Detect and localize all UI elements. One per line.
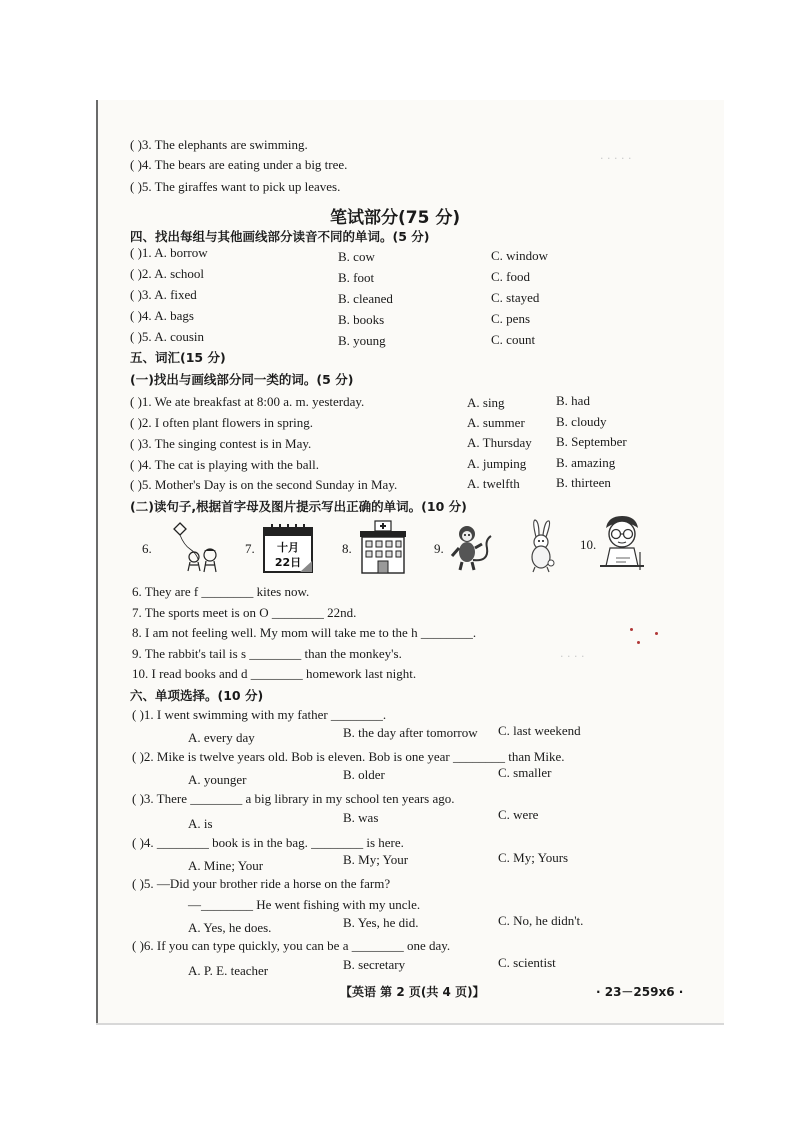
part6-header: 六、单项选择。(10 分) — [130, 688, 264, 703]
choice-option-b: B. secretary — [343, 957, 406, 972]
part5-option-a: A. Thursday — [467, 435, 532, 450]
calendar-month-label: 十月 — [277, 541, 299, 554]
part4-option-b: B. cleaned — [338, 291, 393, 306]
part4-option-c: C. count — [491, 332, 536, 347]
part4-option-b: B. young — [338, 333, 386, 348]
choice-question-reply: —________ He went fishing with my uncle. — [188, 897, 421, 912]
part5-question: ( )3. The singing contest is in May. — [130, 436, 312, 451]
picture-label: 9. — [434, 541, 444, 556]
fill-in-sentence: 8. I am not feeling well. My mom will take me to the h ________. — [132, 625, 477, 640]
part5-sub1-header: (一)找出与画线部分同一类的词。(5 分) — [130, 372, 354, 387]
rabbit-picture — [520, 519, 564, 573]
choice-option-a: A. is — [188, 816, 213, 831]
part5-option-a: A. jumping — [467, 456, 527, 471]
part5-option-a: A. summer — [467, 415, 525, 430]
picture-label: 6. — [142, 541, 152, 556]
choice-option-c: C. were — [498, 807, 539, 822]
choice-option-a: A. Yes, he does. — [188, 920, 272, 935]
choice-option-b: B. older — [343, 767, 385, 782]
part5-question: ( )2. I often plant flowers in spring. — [130, 415, 314, 430]
choice-question: ( )2. Mike is twelve years old. Bob is eleven. Bob is one year ________ than Mike. — [132, 749, 565, 764]
choice-question: ( )5. —Did your brother ride a horse on the farm? — [132, 876, 391, 891]
fill-in-sentence: 6. They are f ________ kites now. — [132, 584, 310, 599]
part4-option-c: C. window — [491, 248, 549, 263]
part5-header: 五、词汇(15 分) — [130, 350, 226, 365]
fill-in-sentence: 10. I read books and d ________ homework last night. — [132, 666, 417, 681]
part4-option-c: C. stayed — [491, 290, 540, 305]
red-mark — [637, 641, 640, 644]
part4-question: ( )5. A. cousin — [130, 329, 205, 344]
part5-option-b: B. thirteen — [556, 475, 611, 490]
part4-option-b: B. foot — [338, 270, 375, 285]
boy-doing-homework-picture — [596, 514, 648, 574]
bleed-through-text: · · · · — [560, 650, 585, 663]
part5-question: ( )4. The cat is playing with the ball. — [130, 457, 319, 472]
choice-option-c: C. scientist — [498, 955, 556, 970]
choice-question: ( )1. I went swimming with my father ________. — [132, 707, 387, 722]
picture-label: 8. — [342, 541, 352, 556]
picture-label: 7. — [245, 541, 255, 556]
part5-question: ( )5. Mother's Day is on the second Sunday in May. — [130, 477, 398, 492]
calendar-day-label: 22日 — [274, 556, 302, 569]
red-mark — [655, 632, 658, 635]
listening-item: ( )4. The bears are eating under a big tree. — [130, 157, 348, 172]
picture-label: 10. — [580, 537, 597, 552]
part4-question: ( )2. A. school — [130, 266, 205, 281]
part5-option-b: B. had — [556, 393, 590, 408]
part5-option-a: A. sing — [467, 395, 505, 410]
part4-option-c: C. pens — [491, 311, 530, 326]
calendar-picture — [262, 521, 314, 575]
part5-option-a: A. twelfth — [467, 476, 520, 491]
fill-in-sentence: 9. The rabbit's tail is s ________ than the monkey's. — [132, 646, 402, 661]
monkey-picture — [449, 522, 493, 572]
red-mark — [630, 628, 633, 631]
choice-option-b: B. was — [343, 810, 379, 825]
listening-item: ( )3. The elephants are swimming. — [130, 137, 308, 152]
choice-option-c: C. last weekend — [498, 723, 581, 738]
choice-option-b: B. the day after tomorrow — [343, 725, 478, 740]
bleed-through-text: · · · · · — [600, 152, 632, 165]
part4-option-b: B. books — [338, 312, 385, 327]
part4-option-c: C. food — [491, 269, 530, 284]
part4-header: 四、找出每组与其他画线部分读音不同的单词。(5 分) — [130, 229, 430, 244]
part5-sub2-header: (二)读句子,根据首字母及图片提示写出正确的单词。(10 分) — [130, 499, 467, 514]
choice-option-c: C. smaller — [498, 765, 552, 780]
choice-option-a: A. P. E. teacher — [188, 963, 269, 978]
part5-option-b: B. amazing — [556, 455, 616, 470]
choice-option-b: B. Yes, he did. — [343, 915, 419, 930]
choice-question: ( )4. ________ book is in the bag. ________ is here. — [132, 835, 404, 850]
choice-option-c: C. My; Yours — [498, 850, 569, 865]
written-section-title: 笔试部分(75 分) — [330, 208, 461, 228]
listening-item: ( )5. The giraffes want to pick up leaves. — [130, 179, 341, 194]
choice-option-c: C. No, he didn't. — [498, 913, 584, 928]
choice-question: ( )6. If you can type quickly, you can be a ________ one day. — [132, 938, 451, 953]
part4-question: ( )3. A. fixed — [130, 287, 197, 302]
part5-option-b: B. September — [556, 434, 627, 449]
part4-option-b: B. cow — [338, 249, 375, 264]
part4-question: ( )4. A. bags — [130, 308, 194, 323]
choice-option-b: B. My; Your — [343, 852, 409, 867]
choice-option-a: A. younger — [188, 772, 247, 787]
part4-question: ( )1. A. borrow — [130, 245, 208, 260]
fill-in-sentence: 7. The sports meet is on O ________ 22nd. — [132, 605, 357, 620]
paper-code: · 23－259x6 · — [596, 985, 684, 999]
choice-option-a: A. Mine; Your — [188, 858, 264, 873]
choice-option-a: A. every day — [188, 730, 255, 745]
choice-question: ( )3. There ________ a big library in my school ten years ago. — [132, 791, 455, 806]
part5-option-b: B. cloudy — [556, 414, 607, 429]
hospital-picture — [357, 519, 409, 575]
kids-flying-kite-picture — [166, 519, 226, 575]
part5-question: ( )1. We ate breakfast at 8:00 a. m. yesterday. — [130, 394, 365, 409]
page-footer: 【英语 第 2 页(共 4 页)】 — [340, 985, 485, 999]
